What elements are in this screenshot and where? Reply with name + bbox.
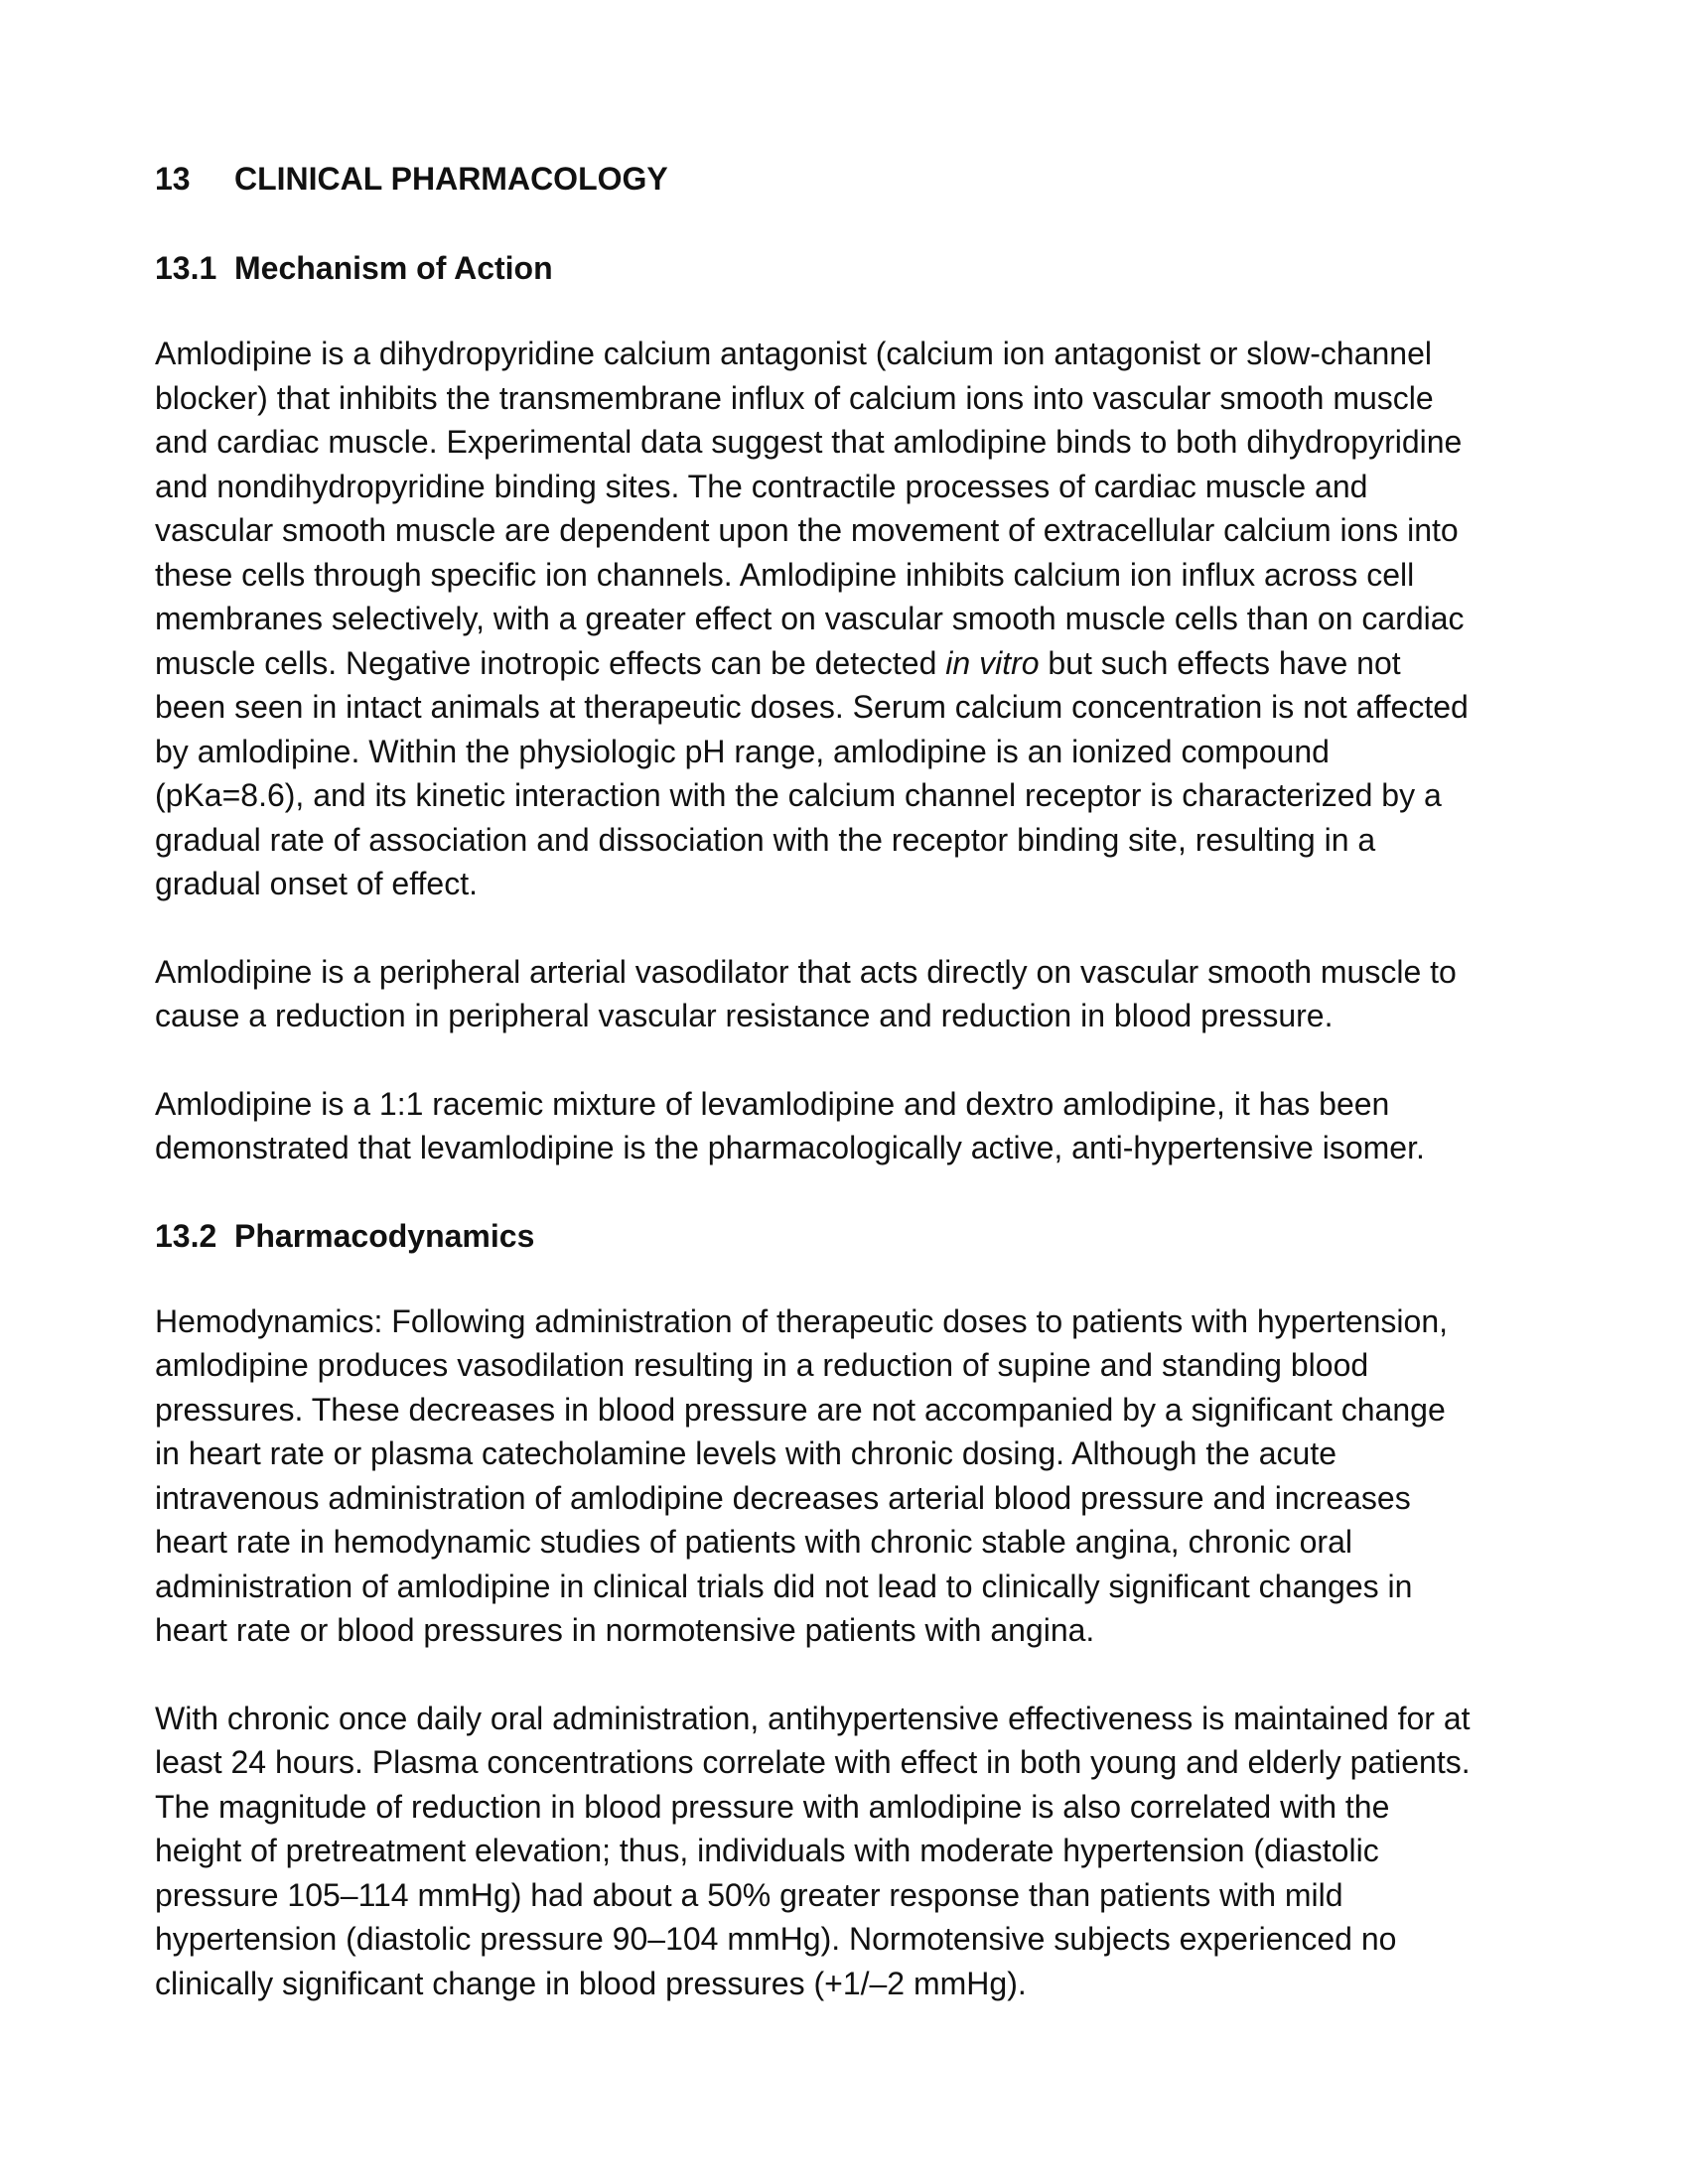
text-line: membranes selectively, with a greater effect on vascular smooth muscle cells than on cardiac (155, 601, 1465, 636)
text-line: by amlodipine. Within the physiologic pH range, amlodipine is an ionized compound (155, 733, 1330, 769)
text-line: demonstrated that levamlodipine is the pharmacologically active, anti-hypertensive isomer. (155, 1130, 1425, 1165)
text-line: these cells through specific ion channels. Amlodipine inhibits calcium ion influx across cell (155, 556, 1415, 593)
text-line: The magnitude of reduction in blood pressure with amlodipine is also correlated with the (155, 1788, 1390, 1825)
paragraph-mechanism-1 (155, 332, 1545, 906)
subsection-number: 13.1 (155, 250, 217, 286)
subsection-title: Mechanism of Action (234, 250, 553, 286)
text-line: blocker) that inhibits the transmembrane influx of calcium ions into vascular smooth muscle (155, 379, 1434, 416)
paragraph-pharmacodynamics-2 (155, 1697, 1545, 2006)
text-line: amlodipine produces vasodilation resulting in a reduction of supine and standing blood (155, 1347, 1369, 1383)
text-line: (pKa=8.6), and its kinetic interaction with the calcium channel receptor is characterized by a (155, 777, 1442, 813)
italic-term: in vitro (945, 644, 1040, 681)
subsection-number: 13.2 (155, 1217, 217, 1254)
subsection-heading-pharmacodynamics (155, 1214, 1545, 1258)
text-line: intravenous administration of amlodipine decreases arterial blood pressure and increases (155, 1479, 1411, 1516)
text-line: Amlodipine is a peripheral arterial vasodilator that acts directly on vascular smooth muscle to (155, 953, 1457, 990)
section-number: 13 (155, 161, 191, 197)
paragraph-mechanism-2 (155, 950, 1545, 1038)
text-line: gradual rate of association and dissociation with the receptor binding site, resulting in a (155, 821, 1376, 858)
paragraph-pharmacodynamics-1 (155, 1299, 1545, 1653)
paragraph-mechanism-3 (155, 1082, 1545, 1170)
text-line: hypertension (diastolic pressure 90–104 mmHg). Normotensive subjects experienced no (155, 1921, 1397, 1957)
text-line: vascular smooth muscle are dependent upon the movement of extracellular calcium ions into (155, 512, 1459, 548)
text-line: been seen in intact animals at therapeutic doses. Serum calcium concentration is not affected (155, 689, 1469, 725)
text-line: heart rate or blood pressures in normotensive patients with angina. (155, 1612, 1095, 1648)
text-segment: but such effects have not (1039, 644, 1401, 681)
section-heading (155, 157, 1545, 201)
text-line (155, 641, 1545, 686)
text-line: height of pretreatment elevation; thus, individuals with moderate hypertension (diastolic (155, 1833, 1379, 1868)
text-line: least 24 hours. Plasma concentrations correlate with effect in both young and elderly patients. (155, 1744, 1471, 1780)
text-line: administration of amlodipine in clinical trials did not lead to clinically significant changes in (155, 1568, 1413, 1604)
subsection-title: Pharmacodynamics (234, 1217, 535, 1254)
text-line: and cardiac muscle. Experimental data suggest that amlodipine binds to both dihydropyridine (155, 424, 1463, 460)
text-line: clinically significant change in blood pressures (+1/–2 mmHg). (155, 1965, 1027, 2001)
text-line: Amlodipine is a dihydropyridine calcium antagonist (calcium ion antagonist or slow-channel (155, 336, 1432, 371)
text-segment: muscle cells. Negative inotropic effects can be detected (155, 644, 946, 681)
text-line: heart rate in hemodynamic studies of patients with chronic stable angina, chronic oral (155, 1524, 1352, 1560)
text-line: pressures. These decreases in blood pressure are not accompanied by a significant change (155, 1391, 1446, 1428)
text-line: in heart rate or plasma catecholamine levels with chronic dosing. Although the acute (155, 1435, 1337, 1471)
document-page (155, 157, 1545, 2049)
text-line: gradual onset of effect. (155, 866, 478, 901)
subsection-heading-mechanism (155, 246, 1545, 290)
text-line: Amlodipine is a 1:1 racemic mixture of levamlodipine and dextro amlodipine, it has been (155, 1085, 1390, 1122)
text-line: Hemodynamics: Following administration of therapeutic doses to patients with hypertension, (155, 1302, 1448, 1339)
text-line: and nondihydropyridine binding sites. The contractile processes of cardiac muscle and (155, 468, 1368, 504)
text-line: pressure 105–114 mmHg) had about a 50% greater response than patients with mild (155, 1876, 1343, 1913)
section-title: CLINICAL PHARMACOLOGY (234, 161, 668, 197)
text-line: cause a reduction in peripheral vascular resistance and reduction in blood pressure. (155, 998, 1334, 1033)
text-line: With chronic once daily oral administration, antihypertensive effectiveness is maintained for at (155, 1700, 1471, 1736)
